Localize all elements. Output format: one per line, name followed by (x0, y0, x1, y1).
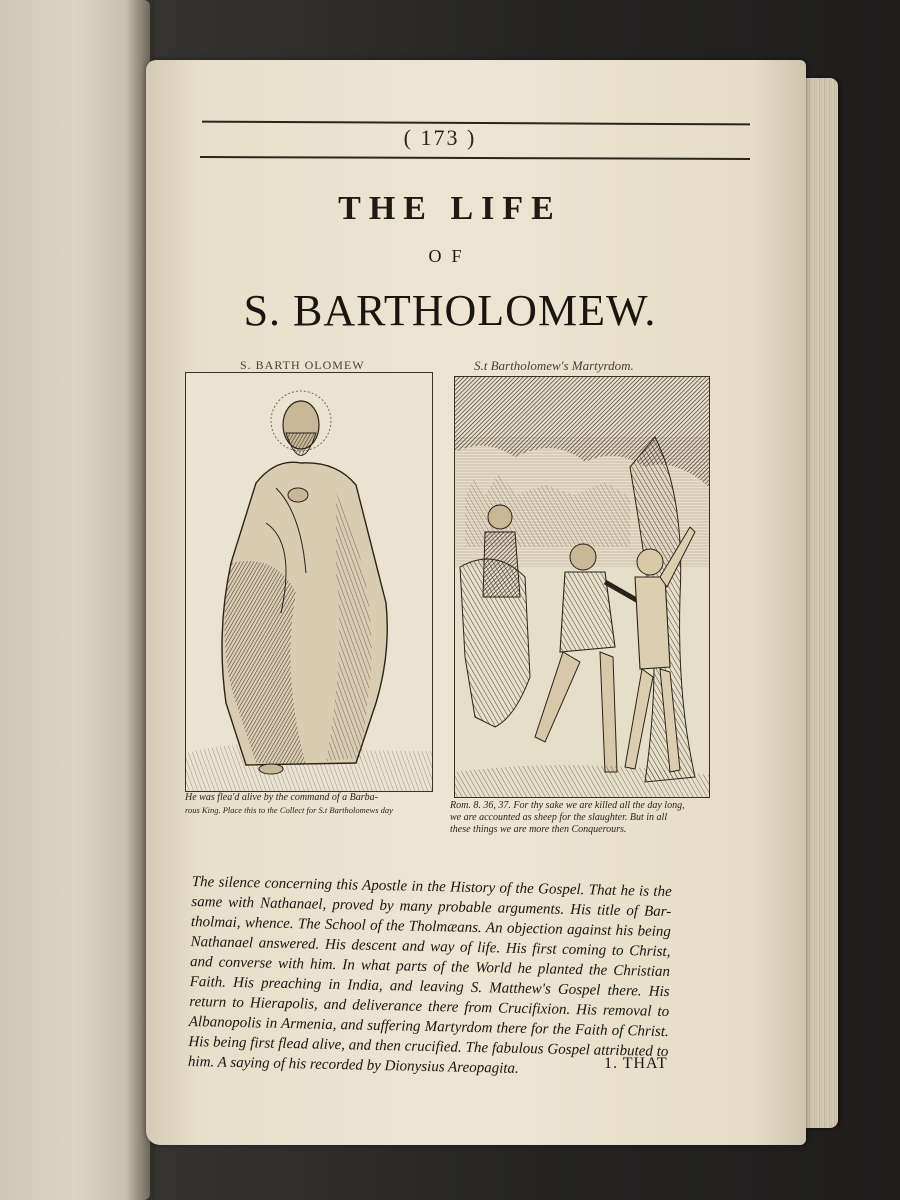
right-plate-title: S.t Bartholomew's Martyrdom. (474, 358, 634, 373)
right-plate-caption-3: these things we are more then Conquerours. (450, 824, 627, 835)
right-plate-caption-2: we are accounted as sheep for the slaughter. But in all (450, 812, 668, 823)
chapter-summary: The silence concerning this Apostle in the History of the Gospel. That he is the same with Nathanael, proved by many probable arguments. His title of Bar-tholmai, whence. The School of the Tholmæans. An objection against his being Nathanael answered. His descent and way of life. His first coming to Christ, and converse with him. In what parts of the World he planted the Christian Faith. His preaching in India, and leaving S. Matthew's Gospel there. His return to Hierapolis, and deliverance there from Crucifixion. His removal to Albanopolis in Armenia, and suffering Martyrdom there for the Faith of Christ. His being first flead alive, and then crucified. The fabulous Gospel attributed to him. A saying of his recorded by Dionysius Areopagita. (187, 873, 672, 1077)
page-number: ( 173 ) (403, 125, 477, 150)
catchword: 1. THAT (604, 1055, 668, 1072)
left-engraving-plate (185, 372, 433, 792)
title-line-1: THE LIFE (338, 190, 562, 227)
apostle-engraving (186, 373, 432, 791)
left-plate-caption-2: rous King. Place this to the Collect for S.t Bartholomews day (185, 805, 393, 815)
left-plate-title: S. BARTH OLOMEW (240, 358, 365, 372)
right-engraving-plate (454, 376, 710, 798)
left-plate-caption-1: He was flea'd alive by the command of a Barba- (185, 792, 378, 803)
martyrdom-engraving (455, 377, 709, 797)
title-line-3: S. BARTHOLOMEW. (243, 286, 657, 335)
title-line-2: OF (428, 246, 472, 266)
right-plate-caption-1: Rom. 8. 36, 37. For thy sake we are killed all the day long, (450, 800, 685, 811)
